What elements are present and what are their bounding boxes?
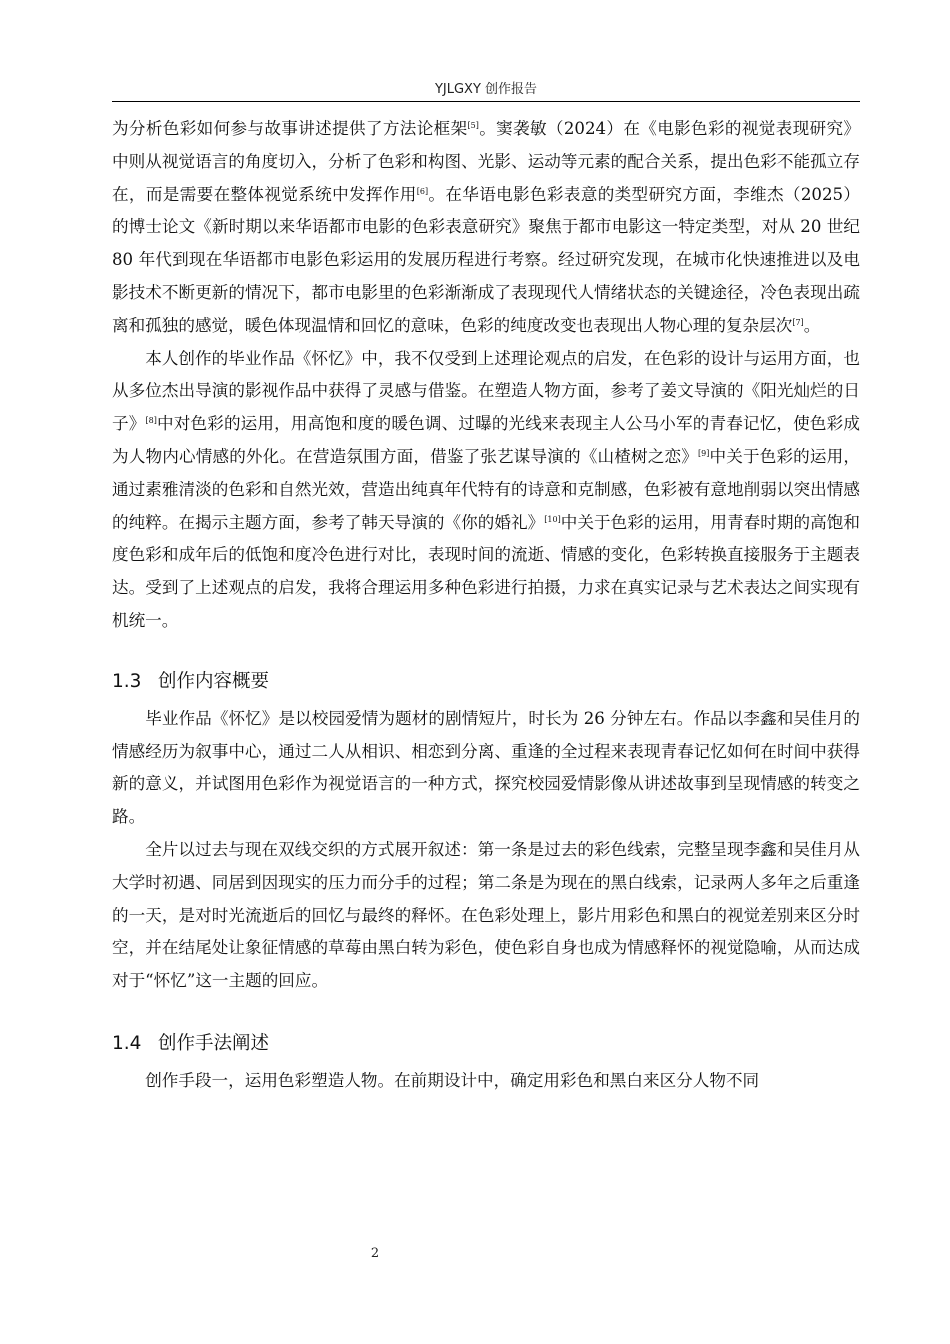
section-title: 创作内容概要 — [158, 670, 270, 692]
section-heading — [112, 1029, 860, 1059]
citation[interactable]: [9] — [697, 448, 710, 458]
paragraph: 为分析色彩如何参与故事讲述提供了方法论框架[5]。窦袭敏（2024）在《电影色彩的视觉表现研究》中则从视觉语言的角度切入，分析了色彩和构图、光影、运动等元素的配合关系，提出色彩不能孤立存在，而是需要在整体视觉系统中发挥作用[6]。在华语电影色彩表意的类型研究方面，李维杰（2025）的博士论文《新时期以来华语都市电影的色彩表意研究》聚焦于都市电影这一特定类型，对从 20 世纪 80 年代到现在华语都市电影色彩运用的发展历程进行考察。经过研究发现，在城市化快速推进以及电影技术不断更新的情况下，都市电影里的色彩渐渐成了表现现代人情绪状态的关键途径，冷色表现出疏离和孤独的感觉，暖色体现温情和回忆的意味，色彩的纯度改变也表现出人物心理的复杂层次[7]。 — [112, 119, 861, 335]
section-number: 1.3 — [112, 670, 142, 692]
paragraph: 全片以过去与现在双线交织的方式展开叙述：第一条是过去的彩色线索，完整呈现李鑫和吴佳月从大学时初遇、同居到因现实的压力而分手的过程；第二条是为现在的黑白线索，记录两人多年之后重逢的一天，是对时光流逝后的回忆与最终的释怀。在色彩处理上，影片用彩色和黑白的视觉差别来区分时空，并在结尾处让象征情感的草莓由黑白转为彩色，使色彩自身也成为情感释怀的视觉隐喻，从而达成对于“怀忆”这一主题的回应。 — [112, 839, 860, 991]
paragraph: 毕业作品《怀忆》是以校园爱情为题材的剧情短片，时长为 26 分钟左右。作品以李鑫和吴佳月的情感经历为叙事中心，通过二人从相识、相恋到分离、重逢的全过程来表现青春记忆如何在时间中获得新的意义，并试图用色彩作为视觉语言的一种方式，探究校园爱情影像从讲述故事到呈现情感的转变之路。 — [112, 708, 860, 827]
citation[interactable]: [10] — [544, 514, 561, 524]
citation[interactable]: [8] — [145, 416, 157, 426]
section-title: 创作手法阐述 — [158, 1032, 270, 1054]
section-heading — [112, 667, 860, 697]
paragraph: 本人创作的毕业作品《怀忆》中，我不仅受到上述理论观点的启发，在色彩的设计与运用方面，也从多位杰出导演的影视作品中获得了灵感与借鉴。在塑造人物方面，参考了姜文导演的《阳光灿烂的日子》[8]中对色彩的运用，用高饱和度的暖色调、过曝的光线来表现主人公马小军的青春记忆，使色彩成为人物内心情感的外化。在营造氛围方面，借鉴了张艺谋导演的《山楂树之恋》[9]中关于色彩的运用，通过素雅清淡的色彩和自然光效，营造出纯真年代特有的诗意和克制感，色彩被有意地削弱以突出情感的纯粹。在揭示主题方面，参考了韩天导演的《你的婚礼》[10]中关于色彩的运用，用青春时期的高饱和度色彩和成年后的低饱和度冷色进行对比，表现时间的流逝、情感的变化，色彩转换直接服务于主题表达。受到了上述观点的启发，我将合理运用多种色彩进行拍摄，力求在真实记录与艺术表达之间实现有机统一。 — [112, 348, 861, 630]
section-number: 1.4 — [112, 1032, 142, 1054]
paragraph: 创作手段一，运用色彩塑造人物。在前期设计中，确定用彩色和黑白来区分人物不同 — [145, 1070, 760, 1090]
page-number: 2 — [370, 1246, 380, 1261]
citation[interactable]: [6] — [416, 186, 429, 196]
page-header: YJLGXY 创作报告 — [434, 82, 538, 97]
citation[interactable]: [7] — [792, 317, 804, 327]
page-body — [112, 113, 860, 1098]
citation[interactable]: [5] — [467, 121, 479, 130]
header-rule — [112, 101, 860, 102]
